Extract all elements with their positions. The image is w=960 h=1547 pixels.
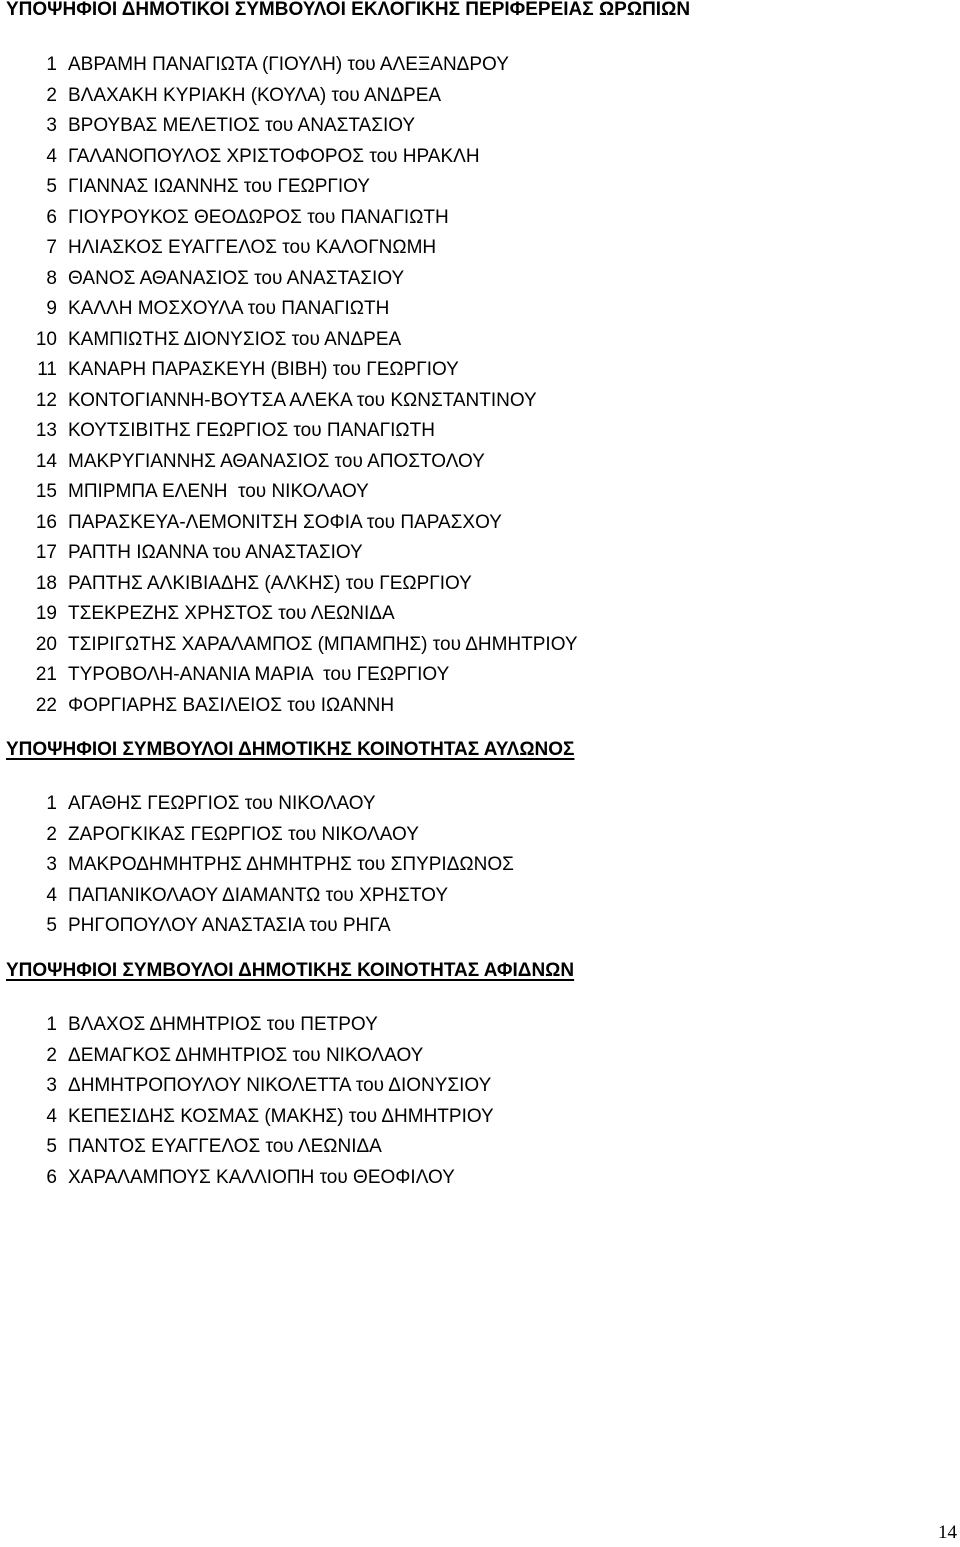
candidate-name: ΑΓΑΘΗΣ ΓΕΩΡΓΙΟΣ του ΝΙΚΟΛΑΟΥ (68, 793, 376, 815)
candidate-list-afidnon (0, 1010, 494, 1193)
list-item (0, 660, 578, 691)
list-item (0, 203, 578, 234)
candidate-name: ΚΕΠΕΣΙΔΗΣ ΚΟΣΜΑΣ (ΜΑΚΗΣ) του ΔΗΜΗΤΡΙΟΥ (68, 1105, 494, 1127)
section-heading-avlonos: ΥΠΟΨΗΦΙΟΙ ΣΥΜΒΟΥΛΟΙ ΔΗΜΟΤΙΚΗΣ ΚΟΙΝΟΤΗΤΑΣ ΑΥΛΩΝΟΣ (6, 739, 575, 760)
candidate-name: ΚΑΝΑΡΗ ΠΑΡΑΣΚΕΥΗ (ΒΙΒΗ) του ΓΕΩΡΓΙΟΥ (68, 359, 459, 381)
candidate-name: ΧΑΡΑΛΑΜΠΟΥΣ ΚΑΛΛΙΟΠΗ του ΘΕΟΦΙΛΟΥ (68, 1166, 455, 1188)
candidate-number: 17 (35, 542, 57, 564)
section-heading-afidnon: ΥΠΟΨΗΦΙΟΙ ΣΥΜΒΟΥΛΟΙ ΔΗΜΟΤΙΚΗΣ ΚΟΙΝΟΤΗΤΑΣ ΑΦΙΔΝΩΝ (6, 960, 575, 981)
list-item (0, 789, 514, 820)
candidate-number: 8 (46, 267, 57, 289)
candidate-number: 1 (46, 793, 57, 815)
candidate-number: 12 (35, 389, 57, 411)
candidate-name: ΔΕΜΑΓΚΟΣ ΔΗΜΗΤΡΙΟΣ του ΝΙΚΟΛΑΟΥ (68, 1044, 424, 1066)
candidate-list-avlonos (0, 789, 514, 942)
candidate-name: ΠΑΠΑΝΙΚΟΛΑΟΥ ΔΙΑΜΑΝΤΩ του ΧΡΗΣΤΟΥ (68, 884, 448, 906)
candidate-name: ΔΗΜΗΤΡΟΠΟΥΛΟΥ ΝΙΚΟΛΕΤΤΑ του ΔΙΟΝΥΣΙΟΥ (68, 1075, 492, 1097)
list-item (0, 81, 578, 112)
candidate-number: 22 (35, 694, 57, 716)
candidate-name: ΠΑΝΤΟΣ ΕΥΑΓΓΕΛΟΣ του ΛΕΩΝΙΔΑ (68, 1136, 382, 1158)
candidate-number: 15 (35, 481, 57, 503)
candidate-name: ΓΙΑΝΝΑΣ ΙΩΑΝΝΗΣ του ΓΕΩΡΓΙΟΥ (68, 176, 370, 198)
candidate-number: 5 (46, 176, 57, 198)
candidate-number: 6 (46, 1166, 57, 1188)
candidate-number: 4 (46, 1105, 57, 1127)
candidate-number: 20 (35, 633, 57, 655)
candidate-number: 10 (35, 328, 57, 350)
candidate-number: 9 (46, 298, 57, 320)
candidate-name: ΒΛΑΧΑΚΗ ΚΥΡΙΑΚΗ (ΚΟΥΛΑ) του ΑΝΔΡΕΑ (68, 84, 442, 106)
candidate-number: 1 (46, 1014, 57, 1036)
candidate-number: 19 (35, 603, 57, 625)
list-item (0, 386, 578, 417)
candidate-name: ΜΠΙΡΜΠΑ ΕΛΕΝΗ του ΝΙΚΟΛΑΟΥ (68, 481, 369, 503)
list-item (0, 911, 514, 942)
list-item (0, 264, 578, 295)
candidate-name: ΗΛΙΑΣΚΟΣ ΕΥΑΓΓΕΛΟΣ του ΚΑΛΟΓΝΩΜΗ (68, 237, 437, 259)
candidate-name: ΚΟΥΤΣΙΒΙΤΗΣ ΓΕΩΡΓΙΟΣ του ΠΑΝΑΓΙΩΤΗ (68, 420, 435, 442)
list-item (0, 881, 514, 912)
list-item (0, 508, 578, 539)
candidate-name: ΤΥΡΟΒΟΛΗ-ΑΝΑΝΙΑ ΜΑΡΙΑ του ΓΕΩΡΓΙΟΥ (68, 664, 450, 686)
list-item (0, 111, 578, 142)
candidate-number: 3 (46, 115, 57, 137)
candidate-number: 5 (46, 1136, 57, 1158)
candidate-number: 1 (46, 54, 57, 76)
candidate-number: 16 (35, 511, 57, 533)
candidate-name: ΡΗΓΟΠΟΥΛΟΥ ΑΝΑΣΤΑΣΙΑ του ΡΗΓΑ (68, 915, 391, 937)
candidate-name: ΡΑΠΤΗΣ ΑΛΚΙΒΙΑΔΗΣ (ΑΛΚΗΣ) του ΓΕΩΡΓΙΟΥ (68, 572, 472, 594)
candidate-name: ΓΑΛΑΝΟΠΟΥΛΟΣ ΧΡΙΣΤΟΦΟΡΟΣ του ΗΡΑΚΛΗ (68, 145, 480, 167)
candidate-number: 13 (35, 420, 57, 442)
candidate-number: 3 (46, 854, 57, 876)
list-item (0, 447, 578, 478)
list-item (0, 1010, 494, 1041)
candidate-number: 3 (46, 1075, 57, 1097)
candidate-name: ΚΑΜΠΙΩΤΗΣ ΔΙΟΝΥΣΙΟΣ του ΑΝΔΡΕΑ (68, 328, 402, 350)
list-item (0, 172, 578, 203)
list-item (0, 538, 578, 569)
list-item (0, 416, 578, 447)
list-item (0, 630, 578, 661)
list-item (0, 1071, 494, 1102)
candidate-number: 4 (46, 884, 57, 906)
candidate-number: 18 (35, 572, 57, 594)
list-item (0, 599, 578, 630)
candidate-list-oropion (0, 50, 578, 721)
candidate-number: 11 (37, 359, 57, 381)
candidate-name: ΜΑΚΡΟΔΗΜΗΤΡΗΣ ΔΗΜΗΤΡΗΣ του ΣΠΥΡΙΔΩΝΟΣ (68, 854, 514, 876)
list-item (0, 294, 578, 325)
candidate-number: 14 (35, 450, 57, 472)
list-item (0, 1163, 494, 1194)
list-item (0, 1041, 494, 1072)
candidate-name: ΤΣΙΡΙΓΩΤΗΣ ΧΑΡΑΛΑΜΠΟΣ (ΜΠΑΜΠΗΣ) του ΔΗΜΗΤΡΙΟΥ (68, 633, 578, 655)
candidate-number: 2 (46, 823, 57, 845)
list-item (0, 355, 578, 386)
list-item (0, 1132, 494, 1163)
list-item (0, 477, 578, 508)
list-item (0, 142, 578, 173)
candidate-name: ΜΑΚΡΥΓΙΑΝΝΗΣ ΑΘΑΝΑΣΙΟΣ του ΑΠΟΣΤΟΛΟΥ (68, 450, 485, 472)
list-item (0, 569, 578, 600)
list-item (0, 691, 578, 722)
list-item (0, 820, 514, 851)
candidate-name: ΓΙΟΥΡΟΥΚΟΣ ΘΕΟΔΩΡΟΣ του ΠΑΝΑΓΙΩΤΗ (68, 206, 449, 228)
candidate-number: 7 (46, 237, 57, 259)
candidate-name: ΚΟΝΤΟΓΙΑΝΝΗ-ΒΟΥΤΣΑ ΑΛΕΚΑ του ΚΩΝΣΤΑΝΤΙΝΟΥ (68, 389, 537, 411)
candidate-number: 21 (35, 664, 57, 686)
list-item (0, 325, 578, 356)
candidate-name: ΦΟΡΓΙΑΡΗΣ ΒΑΣΙΛΕΙΟΣ του ΙΩΑΝΝΗ (68, 694, 395, 716)
candidate-number: 2 (46, 84, 57, 106)
list-item (0, 1102, 494, 1133)
candidate-name: ΒΡΟΥΒΑΣ ΜΕΛΕΤΙΟΣ του ΑΝΑΣΤΑΣΙΟΥ (68, 115, 416, 137)
candidate-name: ΤΣΕΚΡΕΖΗΣ ΧΡΗΣΤΟΣ του ΛΕΩΝΙΔΑ (68, 603, 395, 625)
candidate-number: 2 (46, 1044, 57, 1066)
candidate-number: 6 (46, 206, 57, 228)
section-heading-oropion: ΥΠΟΨΗΦΙΟΙ ΔΗΜΟΤΙΚΟΙ ΣΥΜΒΟΥΛΟΙ ΕΚΛΟΓΙΚΗΣ ΠΕΡΙΦΕΡΕΙΑΣ ΩΡΩΠΙΩΝ (6, 0, 691, 20)
candidate-name: ΒΛΑΧΟΣ ΔΗΜΗΤΡΙΟΣ του ΠΕΤΡΟΥ (68, 1014, 378, 1036)
candidate-number: 4 (46, 145, 57, 167)
page-number: 14 (938, 1522, 957, 1543)
list-item (0, 850, 514, 881)
candidate-name: ΑΒΡΑΜΗ ΠΑΝΑΓΙΩΤΑ (ΓΙΟΥΛΗ) του ΑΛΕΞΑΝΔΡΟΥ (68, 54, 509, 76)
candidate-number: 5 (46, 915, 57, 937)
candidate-name: ΖΑΡΟΓΚΙΚΑΣ ΓΕΩΡΓΙΟΣ του ΝΙΚΟΛΑΟΥ (68, 823, 419, 845)
candidate-name: ΠΑΡΑΣΚΕΥΑ-ΛΕΜΟΝΙΤΣΗ ΣΟΦΙΑ του ΠΑΡΑΣΧΟΥ (68, 511, 502, 533)
candidate-name: ΘΑΝΟΣ ΑΘΑΝΑΣΙΟΣ του ΑΝΑΣΤΑΣΙΟΥ (68, 267, 405, 289)
list-item (0, 233, 578, 264)
list-item (0, 50, 578, 81)
candidate-name: ΚΑΛΛΗ ΜΟΣΧΟΥΛΑ του ΠΑΝΑΓΙΩΤΗ (68, 298, 390, 320)
candidate-name: ΡΑΠΤΗ ΙΩΑΝΝΑ του ΑΝΑΣΤΑΣΙΟΥ (68, 542, 363, 564)
